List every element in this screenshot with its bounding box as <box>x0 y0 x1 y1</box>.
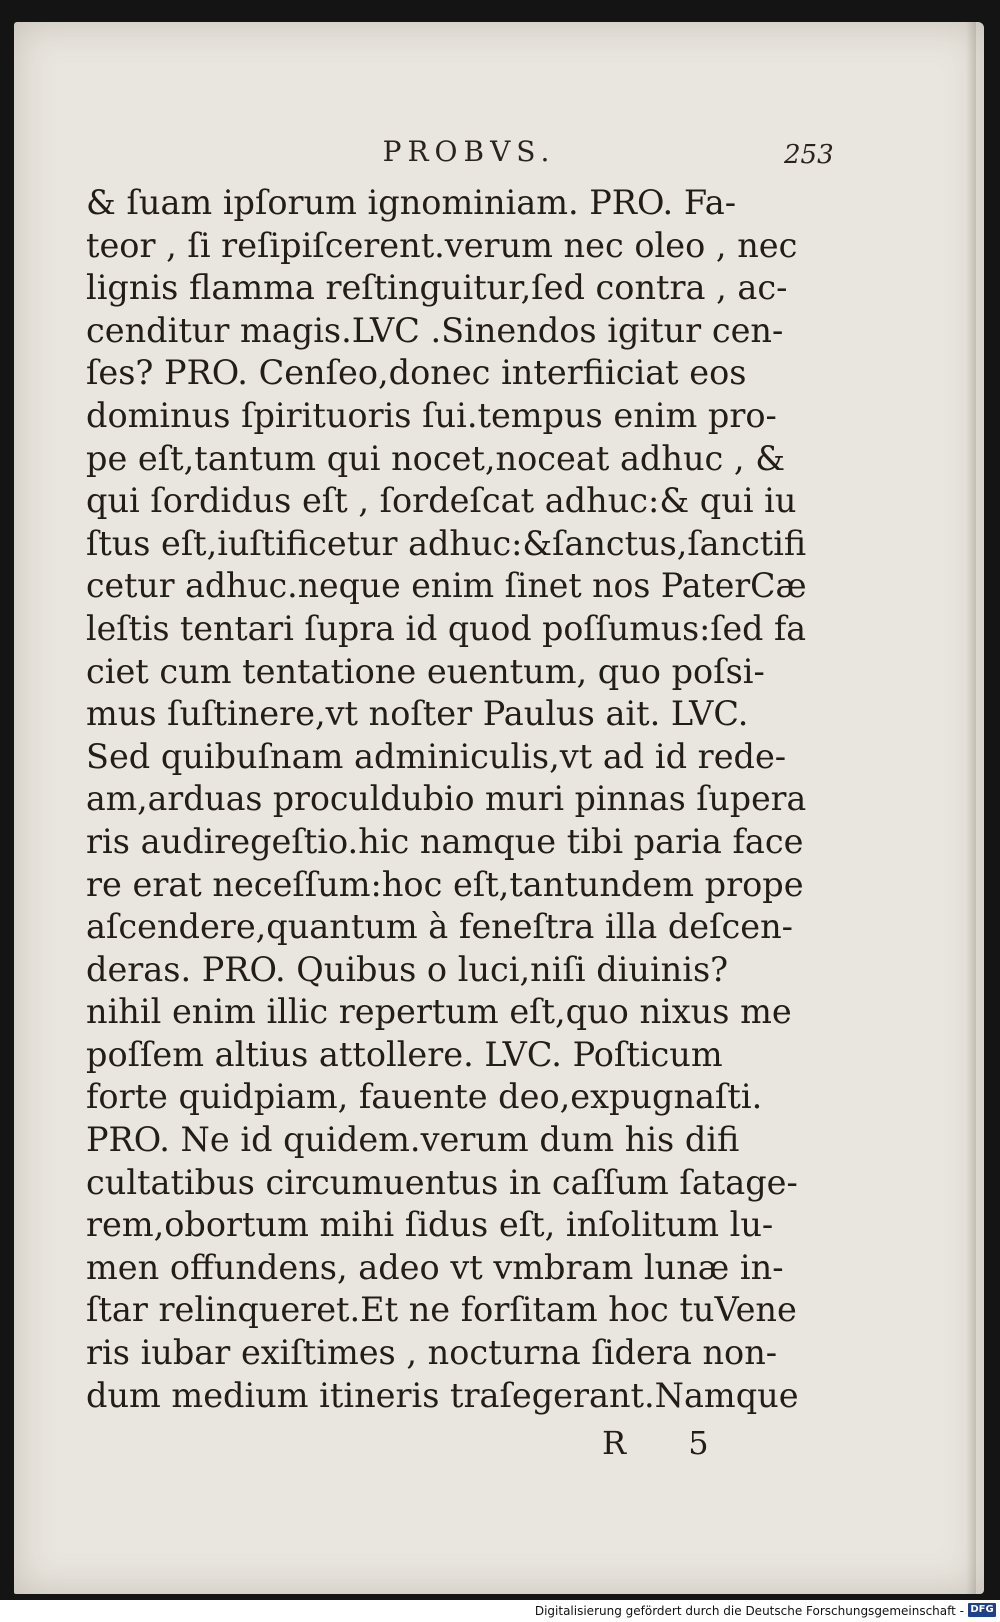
funding-credit: Digitalisierung gefördert durch die Deutsche Forschungsgemeinschaft - <box>534 1604 964 1618</box>
text-line: PRO. Ne id quidem.verum dum his difi <box>86 1120 740 1160</box>
text-line: cetur adhuc.neque enim ſinet nos PaterCæ <box>86 566 807 606</box>
text-line: cultatibus circumuentus in caſſum ſatage- <box>86 1162 798 1202</box>
text-line: dominus ſpirituoris ſui.tempus enim pro- <box>86 395 777 435</box>
text-line: & ſuam ipſorum ignominiam. PRO. Fa- <box>86 183 737 222</box>
dfg-logo: DFG <box>968 1603 996 1617</box>
text-line: ſtar relinqueret.Et ne forſitam hoc tuVene <box>86 1290 797 1330</box>
digitization-footer <box>0 1600 1000 1622</box>
text-line: rem,obortum mihi ſidus eſt, inſolitum lu- <box>86 1205 774 1245</box>
text-line: forte quidpiam, fauente deo,expugnaſti. <box>86 1077 763 1117</box>
body-text <box>86 182 806 1417</box>
text-line: cenditur magis.LVC .Sinendos igitur cen- <box>86 310 784 350</box>
text-line: ris iubar exiſtimes , nocturna ſidera non- <box>86 1333 778 1373</box>
text-line: deras. PRO. Quibus o luci,niſi diuinis? <box>86 949 729 989</box>
page-edge-shadow <box>966 22 976 1594</box>
text-line: re erat neceſſum:hoc eſt,tantundem prope <box>86 864 804 904</box>
book-page <box>14 22 984 1594</box>
text-line: ſes? PRO. Cenſeo,donec interfiiciat eos <box>86 353 747 393</box>
text-line: am,arduas proculdubio muri pinnas ſupera <box>86 779 807 819</box>
text-line: pe eſt,tantum qui nocet,noceat adhuc , & <box>86 438 786 478</box>
text-line: aſcendere,quantum à feneſtra illa deſcen- <box>86 907 793 947</box>
running-head: PROBVS. <box>382 135 556 168</box>
text-line: ris audiregeſtio.hic namque tibi paria face <box>86 821 804 861</box>
text-line: dum medium itineris traſegerant.Namque <box>86 1375 799 1415</box>
text-line: leſtis tentari ſupra id quod poſſumus:ſed fa <box>86 608 807 648</box>
text-line: men offundens, adeo vt vmbram lunæ in- <box>86 1247 784 1287</box>
text-line: ciet cum tentatione euentum, quo poſsi- <box>86 651 765 691</box>
text-line: teor , ſi reſipiſcerent.verum nec oleo , nec <box>86 225 798 265</box>
text-line: poſſem altius attollere. LVC. Poſticum <box>86 1034 723 1074</box>
text-line: lignis flamma reſtinguitur,ſed contra , ac- <box>86 268 788 308</box>
page-number: 253 <box>784 140 834 170</box>
text-line: qui ſordidus eſt , ſordeſcat adhuc:& qui iu <box>86 481 797 521</box>
text-line: nihil enim illic repertum eſt,quo nixus me <box>86 992 792 1032</box>
text-line: ſtus eſt,iuſtificetur adhuc:&ſanctus,ſanctifi <box>86 523 807 563</box>
signature-mark: R 5 <box>602 1424 735 1462</box>
text-line: Sed quibuſnam adminiculis,vt ad id rede- <box>86 736 787 776</box>
text-line: mus ſuſtinere,vt noſter Paulus ait. LVC. <box>86 694 749 734</box>
